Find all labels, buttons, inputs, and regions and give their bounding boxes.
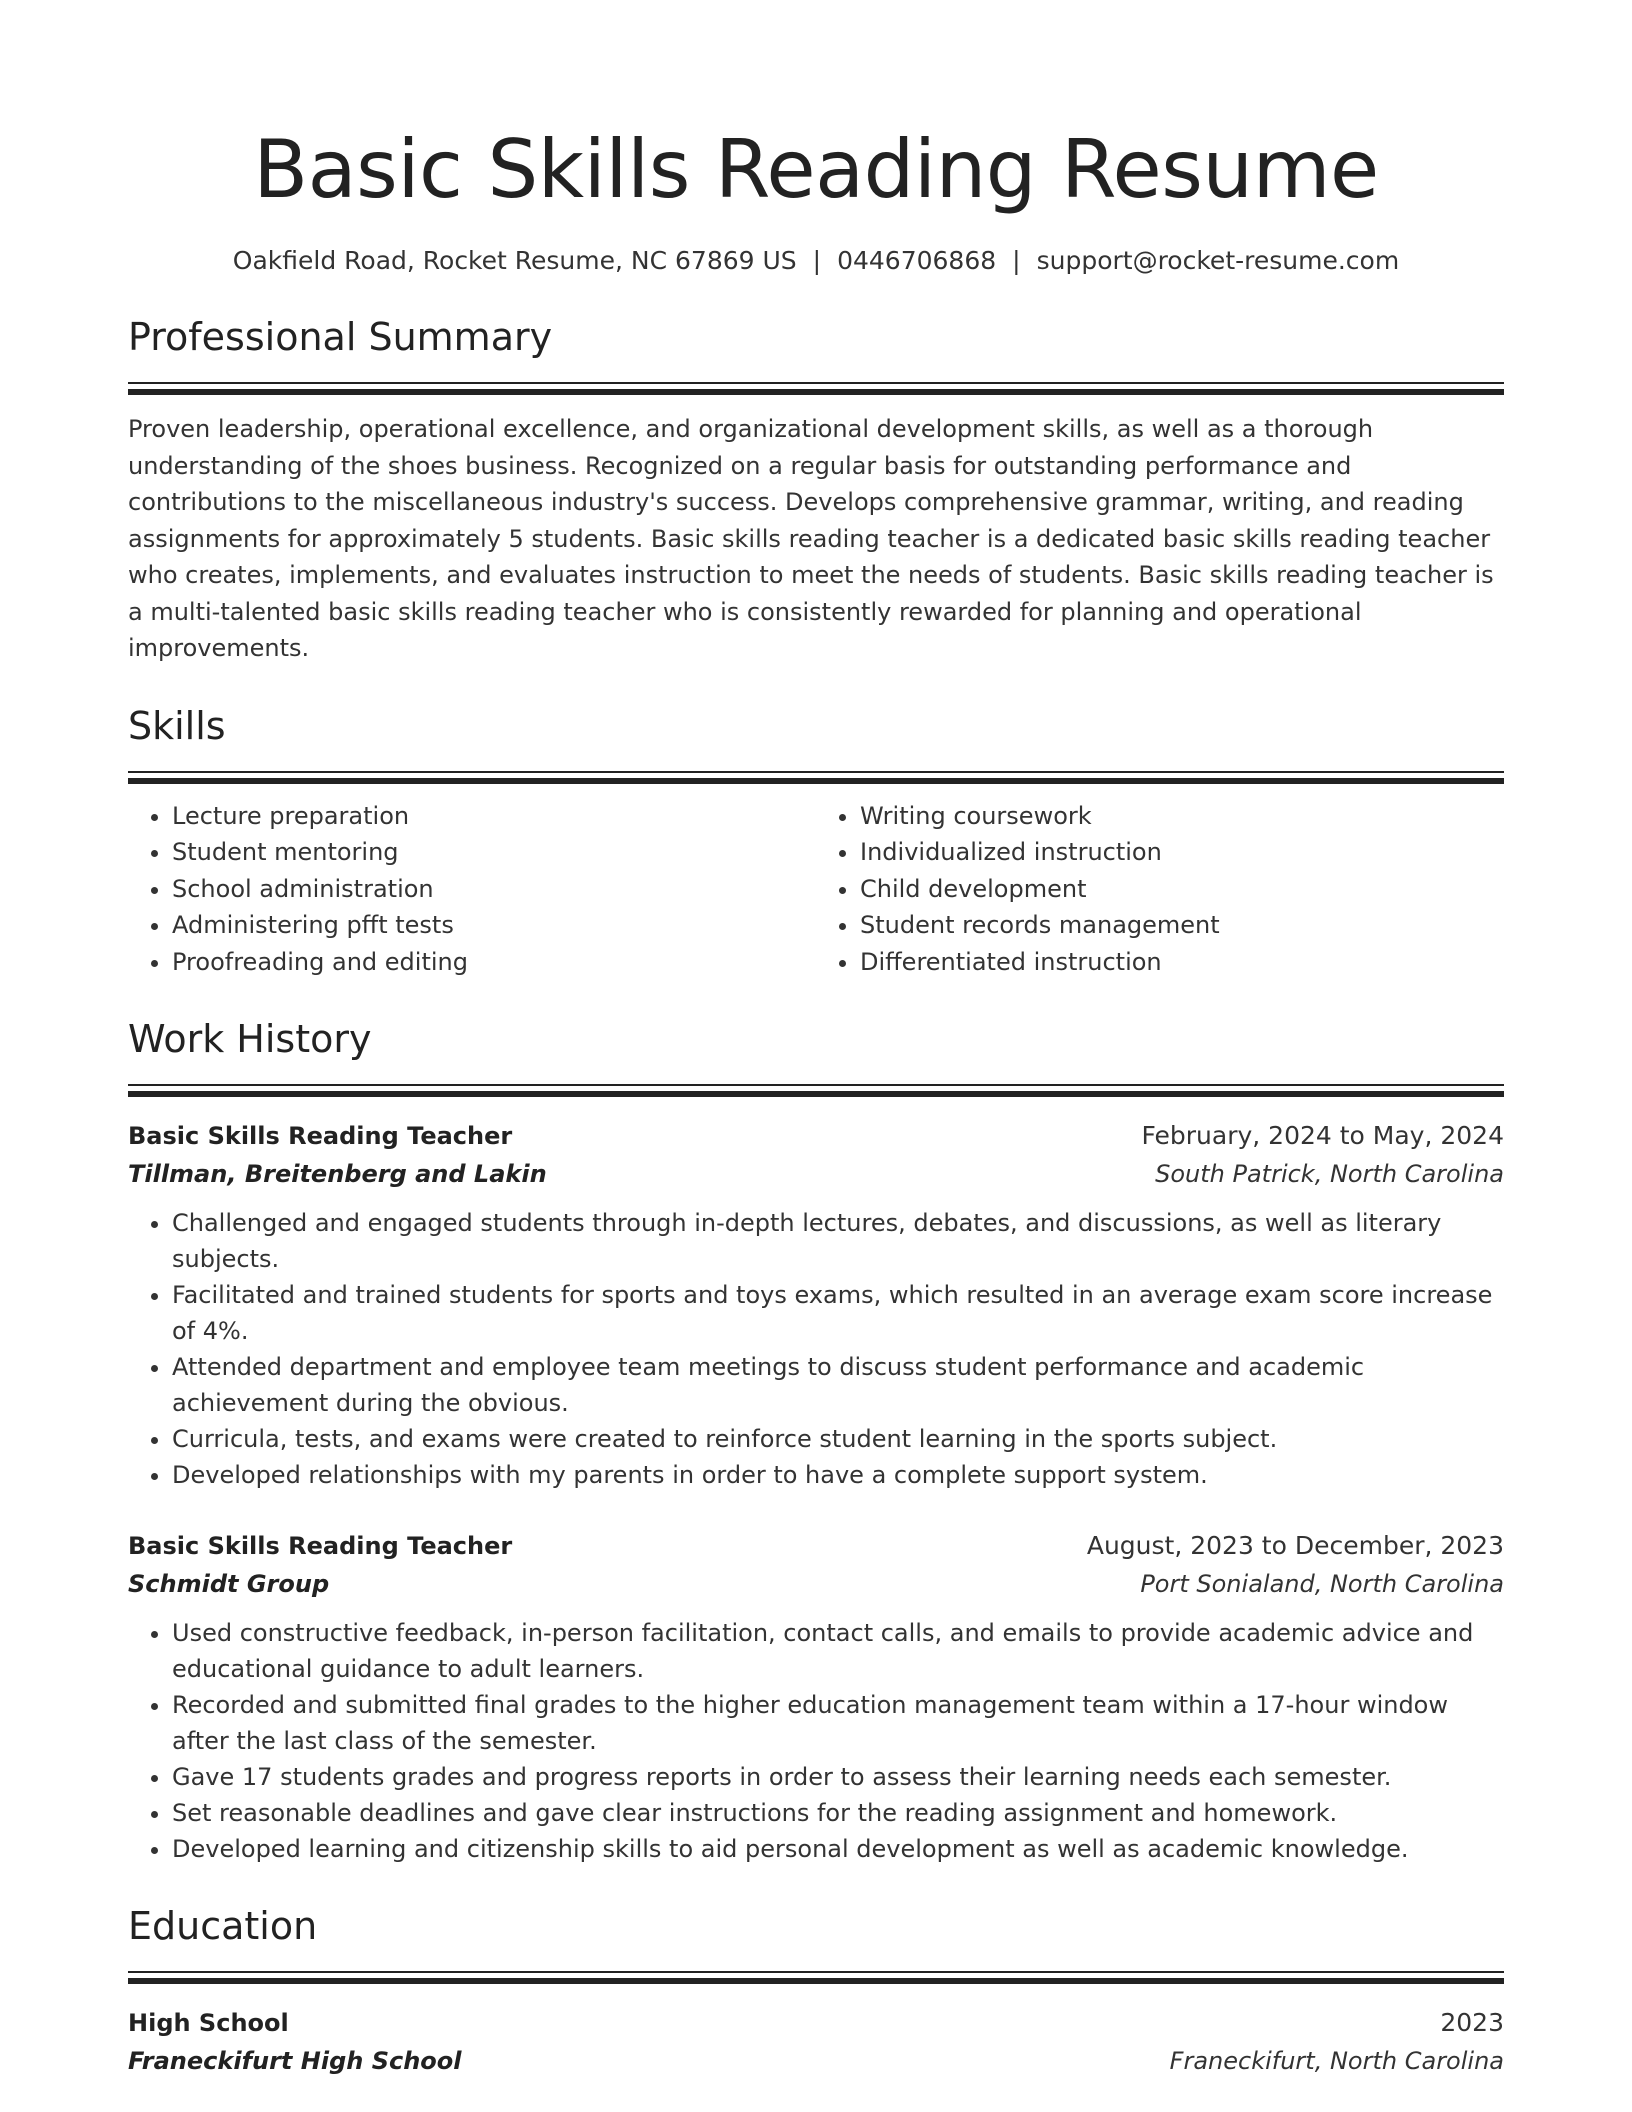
job-bullet: • Facilitated and trained students for sports and toys exams, which resulted in an average exam score increase of 4%. bbox=[172, 1277, 1504, 1349]
skill-item: • Differentiated instruction bbox=[860, 944, 1504, 981]
contact-email: support@rocket-resume.com bbox=[1036, 246, 1400, 275]
education-entry bbox=[128, 2004, 1504, 2080]
skill-item: • Proofreading and editing bbox=[172, 944, 816, 981]
job-bullet: • Attended department and employee team meetings to discuss student performance and academic achievement during the obvious. bbox=[172, 1349, 1504, 1421]
skills-right-list bbox=[816, 798, 1504, 981]
contact-address: Oakfield Road, Rocket Resume, NC 67869 US bbox=[232, 246, 797, 275]
job-title: Basic Skills Reading Teacher bbox=[128, 1122, 513, 1150]
education-school: Franeckifurt High School bbox=[128, 2047, 462, 2075]
skills-left-list bbox=[128, 798, 816, 981]
contact-line bbox=[128, 244, 1504, 278]
job-dates: February, 2024 to May, 2024 bbox=[1141, 1121, 1504, 1150]
job-title: Basic Skills Reading Teacher bbox=[128, 1532, 513, 1560]
contact-separator: | bbox=[1012, 246, 1021, 275]
job-bullet: • Challenged and engaged students through in-depth lectures, debates, and discussions, as well as literary subjects. bbox=[172, 1205, 1504, 1277]
job-location: Port Sonialand, North Carolina bbox=[1140, 1570, 1504, 1598]
education-section bbox=[128, 1901, 1504, 2080]
education-location: Franeckifurt, North Carolina bbox=[1169, 2047, 1504, 2075]
skill-item: • Student records management bbox=[860, 907, 1504, 944]
skill-item: • Lecture preparation bbox=[172, 798, 816, 835]
job-company: Tillman, Breitenberg and Lakin bbox=[128, 1160, 547, 1188]
summary-text: Proven leadership, operational excellence, and organizational development skills, as well as a thorough understanding of the shoes business. Recognized on a regular basis for outstanding performance and contributions to the miscellaneous industry's success. Develops comprehensive grammar, writing, and reading assignments for approximately 5 students. Basic skills reading teacher is a dedicated basic skills reading teacher who creates, implements, and evaluates instruction to meet the needs of students. Basic skills reading teacher is a multi-talented basic skills reading teacher who is consistently rewarded for planning and operational improvements. bbox=[128, 415, 1494, 662]
job-bullet: • Used constructive feedback, in-person facilitation, contact calls, and emails to provide academic advice and educational guidance to adult learners. bbox=[172, 1615, 1504, 1687]
job-bullet: • Recorded and submitted final grades to the higher education management team within a 17-hour window after the last class of the semester. bbox=[172, 1687, 1504, 1759]
job-bullet: • Set reasonable deadlines and gave clear instructions for the reading assignment and homework. bbox=[172, 1795, 1504, 1831]
work-history-heading: Work History bbox=[128, 1017, 372, 1061]
job-company: Schmidt Group bbox=[128, 1570, 330, 1598]
skill-item: • Administering pfft tests bbox=[172, 907, 816, 944]
job-entry bbox=[128, 1117, 1504, 1493]
work-history-section bbox=[128, 1014, 1504, 1867]
skill-item: • Writing coursework bbox=[860, 798, 1504, 835]
contact-separator: | bbox=[812, 246, 822, 275]
job-entry bbox=[128, 1527, 1504, 1867]
skills-heading: Skills bbox=[128, 703, 226, 748]
skill-item: • Individualized instruction bbox=[860, 834, 1504, 871]
job-location: South Patrick, North Carolina bbox=[1155, 1160, 1504, 1188]
job-dates: August, 2023 to December, 2023 bbox=[1086, 1531, 1504, 1560]
skills-columns bbox=[128, 798, 1504, 981]
skill-item: • Student mentoring bbox=[172, 834, 816, 871]
education-degree: High School bbox=[128, 2009, 289, 2037]
contact-phone: 0446706868 bbox=[837, 246, 997, 275]
summary-heading: Professional Summary bbox=[128, 315, 553, 359]
job-bullet: • Developed learning and citizenship skills to aid personal development as well as academic knowledge. bbox=[172, 1831, 1504, 1867]
job-bullet: • Developed relationships with my parents in order to have a complete support system. bbox=[172, 1457, 1504, 1493]
job-bullets bbox=[128, 1205, 1504, 1493]
resume-name: Basic Skills Reading Resume bbox=[253, 123, 1379, 216]
job-bullet: • Gave 17 students grades and progress reports in order to assess their learning needs each semester. bbox=[172, 1759, 1504, 1795]
skills-section bbox=[128, 701, 1504, 981]
summary-section bbox=[128, 312, 1504, 667]
skill-item: • School administration bbox=[172, 871, 816, 908]
education-heading: Education bbox=[128, 1904, 318, 1948]
section-divider bbox=[128, 771, 1504, 784]
job-bullet: • Curricula, tests, and exams were created to reinforce student learning in the sports subject. bbox=[172, 1421, 1504, 1457]
education-year: 2023 bbox=[1440, 2008, 1504, 2037]
section-divider bbox=[128, 1084, 1504, 1097]
section-divider bbox=[128, 382, 1504, 395]
job-bullets bbox=[128, 1615, 1504, 1867]
skill-item: • Child development bbox=[860, 871, 1504, 908]
section-divider bbox=[128, 1971, 1504, 1984]
